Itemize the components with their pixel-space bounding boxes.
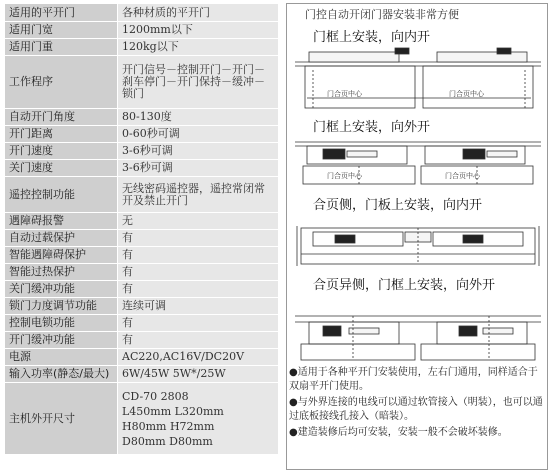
spec-row [5, 126, 279, 143]
diagram-hinge-side-inward [297, 226, 539, 266]
spec-row [5, 109, 279, 126]
spec-label: 适用门重 [5, 39, 118, 56]
diagram-opposite-side-outward [295, 316, 541, 360]
spec-label: 开门速度 [5, 143, 118, 160]
spec-value: 连续可调 [118, 298, 279, 315]
spec-label: 自动过载保护 [5, 230, 118, 247]
spec-value: 0-60秒可调 [118, 126, 279, 143]
door-installation-drawings [287, 4, 549, 364]
spec-value: 开门信号－控制开门－开门－刹车停门－开门保持－缓冲－锁门 [118, 56, 279, 109]
hinge-center-label-1a: 门合页中心 [327, 90, 362, 98]
spec-row [5, 177, 279, 213]
spec-value-line: L450mm L320mm [122, 404, 224, 418]
spec-label: 智能遇障碍保护 [5, 247, 118, 264]
spec-label: 控制电锁功能 [5, 315, 118, 332]
spec-row [5, 332, 279, 349]
spec-value-line: D80mm D80mm [122, 434, 213, 448]
spec-value: 有 [118, 315, 279, 332]
spec-row [5, 383, 279, 455]
spec-label: 适用的平开门 [5, 4, 118, 22]
note-item: ●建造装修后均可安装，安装一般不会破坏装修。 [289, 427, 508, 438]
spec-label: 自动开门角度 [5, 109, 118, 126]
spec-row [5, 56, 279, 109]
spec-label: 输入功率(静态/最大) [5, 366, 118, 383]
note-item: ●适用于各种平开门安装使用，左右门通用，同样适合于双扇平开门使用。 [289, 367, 538, 392]
spec-label: 关门速度 [5, 160, 118, 177]
spec-row [5, 22, 279, 39]
spec-value: 有 [118, 230, 279, 247]
spec-row [5, 160, 279, 177]
spec-value: 各种材质的平开门 [118, 4, 279, 22]
spec-value: 80-130度 [118, 109, 279, 126]
spec-value: 无 [118, 213, 279, 230]
hinge-center-label-1b: 门合页中心 [449, 90, 484, 98]
spec-row [5, 4, 279, 22]
spec-row [5, 247, 279, 264]
diagram-frame-inward [295, 48, 541, 108]
spec-row [5, 264, 279, 281]
spec-value: 无线密码遥控器，遥控常闭常开及禁止开门 [118, 177, 279, 213]
spec-row [5, 349, 279, 366]
spec-label: 电源 [5, 349, 118, 366]
spec-value: 有 [118, 281, 279, 298]
spec-value: AC220,AC16V/DC20V [118, 349, 279, 366]
spec-label: 智能过热保护 [5, 264, 118, 281]
spec-value: 6W/45W 5W*/25W [118, 366, 279, 383]
spec-value: 120kg以下 [118, 39, 279, 56]
spec-label: 遥控控制功能 [5, 177, 118, 213]
spec-value-line: CD-70 2808 [122, 389, 189, 403]
spec-value: 3-6秒可调 [118, 160, 279, 177]
spec-row [5, 281, 279, 298]
spec-value: 有 [118, 332, 279, 349]
spec-value: 3-6秒可调 [118, 143, 279, 160]
spec-value: 1200mm以下 [118, 22, 279, 39]
hinge-center-label-2b: 门合页中心 [445, 172, 480, 180]
spec-row [5, 298, 279, 315]
hinge-center-label-2a: 门合页中心 [327, 172, 362, 180]
section-title-2: 门框上安装，向外开 [313, 120, 431, 135]
spec-label: 开门距离 [5, 126, 118, 143]
spec-label: 遇障碍报警 [5, 213, 118, 230]
spec-row [5, 143, 279, 160]
spec-value-line: H80mm H72mm [122, 419, 215, 433]
spec-table [4, 3, 279, 455]
spec-label: 适用门宽 [5, 22, 118, 39]
spec-row [5, 230, 279, 247]
spec-label: 工作程序 [5, 56, 118, 109]
section-title-4: 合页异侧，门框上安装，向外开 [313, 278, 496, 293]
spec-value: 有 [118, 264, 279, 281]
spec-label: 关门缓冲功能 [5, 281, 118, 298]
spec-label: 锁门力度调节功能 [5, 298, 118, 315]
spec-label: 开门缓冲功能 [5, 332, 118, 349]
installation-diagram-panel [286, 3, 548, 470]
spec-value [118, 383, 279, 455]
section-title-3: 合页侧，门板上安装，向内开 [313, 198, 483, 213]
section-title-1: 门框上安装，向内开 [313, 30, 431, 45]
diagram-header: 门控自动开闭门器安装非常方便 [305, 8, 459, 21]
installation-notes [289, 366, 545, 443]
spec-value: 有 [118, 247, 279, 264]
spec-label: 主机外开尺寸 [5, 383, 118, 455]
spec-row [5, 366, 279, 383]
spec-row [5, 213, 279, 230]
spec-row [5, 39, 279, 56]
spec-row [5, 315, 279, 332]
note-item: ●与外界连接的电线可以通过软管接入（明装），也可以通过底板接线孔接入（暗装）。 [289, 397, 543, 422]
